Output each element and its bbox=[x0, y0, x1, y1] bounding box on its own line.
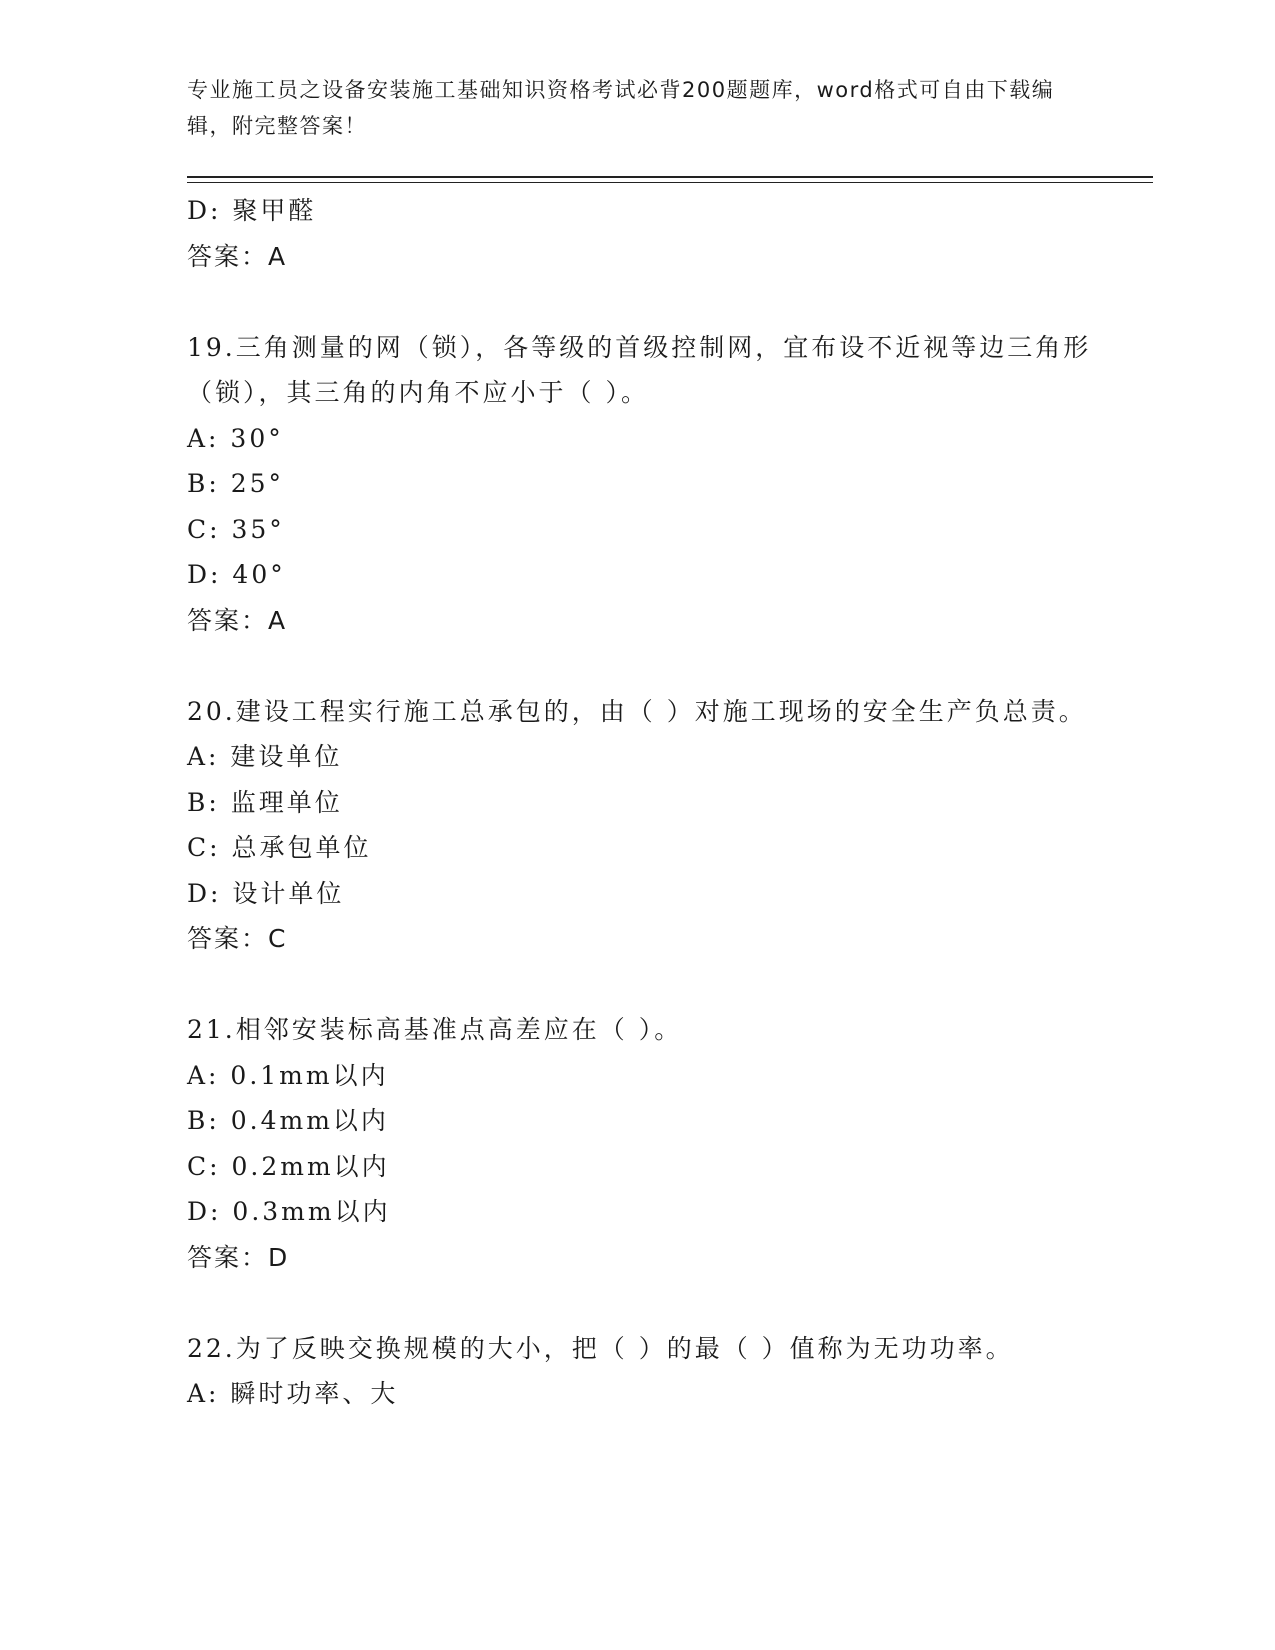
prev-question-answer: 答案：A bbox=[187, 241, 288, 271]
answer: 答案：A bbox=[187, 605, 288, 635]
option-b: B: 0.4mm以内 bbox=[187, 1106, 389, 1135]
option-a: A: 30° bbox=[187, 423, 284, 453]
header-divider bbox=[187, 176, 1153, 183]
option-a: A: 建设单位 bbox=[187, 742, 343, 771]
question-text: 21.相邻安装标高基准点高差应在（ ）。 bbox=[187, 1015, 683, 1044]
option-a: A: 0.1mm以内 bbox=[187, 1060, 389, 1090]
question-text: 22.为了反映交换规模的大小，把（ ）的最（ ）值称为无功功率。 bbox=[187, 1333, 1014, 1363]
question-20 bbox=[187, 689, 1117, 962]
question-text: 20.建设工程实行施工总承包的，由（ ）对施工现场的安全生产负总责。 bbox=[187, 696, 1087, 726]
answer: 答案：D bbox=[187, 1242, 290, 1272]
answer: 答案：C bbox=[187, 924, 288, 953]
option-b: B: 25° bbox=[187, 469, 285, 498]
document-title: 专业施工员之设备安装施工基础知识资格考试必背200题题库，word格式可自由下载编辑，附完整答案！ bbox=[187, 78, 1055, 138]
option-b: B: 监理单位 bbox=[187, 787, 343, 817]
question-text: 19.三角测量的网（锁），各等级的首级控制网，宜布设不近视等边三角形（锁），其三角的内角不应小于（ ）。 bbox=[187, 332, 1092, 407]
option-a: A: 瞬时功率、大 bbox=[187, 1379, 399, 1408]
question-19 bbox=[187, 325, 1117, 644]
option-d: D: 0.3mm以内 bbox=[187, 1197, 391, 1226]
question-22 bbox=[187, 1326, 1117, 1417]
question-list bbox=[187, 188, 1117, 1417]
option-d: D: 设计单位 bbox=[187, 878, 345, 908]
option-c: C: 总承包单位 bbox=[187, 833, 372, 862]
prev-question-option-d: D: 聚甲醛 bbox=[187, 196, 317, 225]
option-c: C: 35° bbox=[187, 514, 285, 544]
page-header bbox=[187, 72, 1087, 144]
question-21 bbox=[187, 1007, 1117, 1280]
option-c: C: 0.2mm以内 bbox=[187, 1151, 390, 1181]
option-d: D: 40° bbox=[187, 560, 286, 589]
